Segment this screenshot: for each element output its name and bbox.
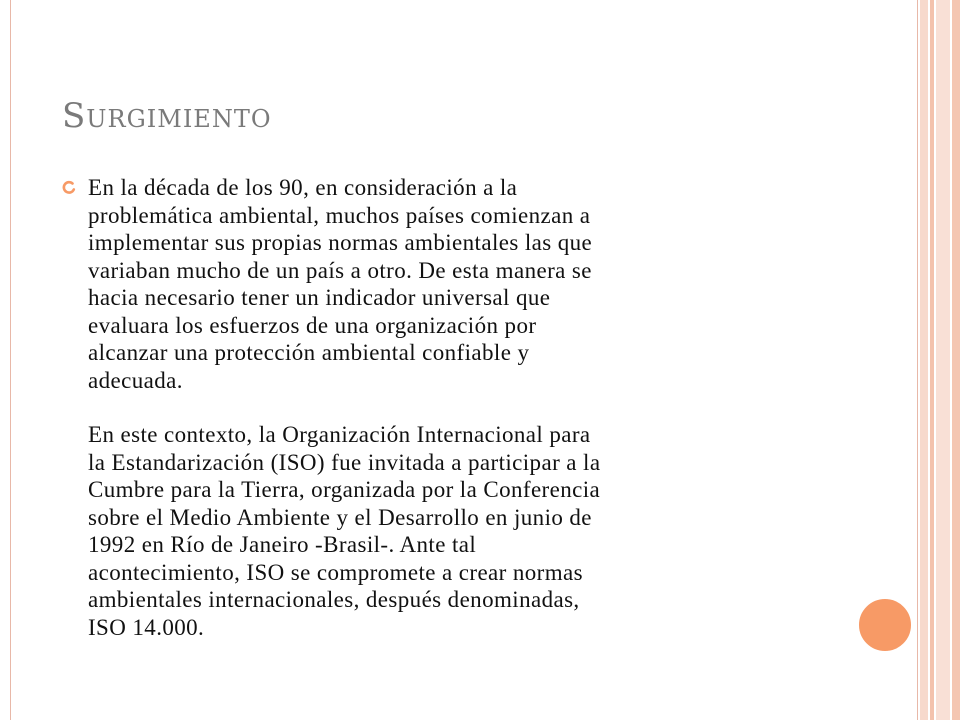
decorative-stripe	[952, 0, 960, 720]
paragraph-iso: En este contexto, la Organización Internacional para la Estandarización (ISO) fue invitada a participar a la Cumbre para la Tierra, organizada por la Conferencia sobre el Medio Ambiente y el Desarrollo en junio de 1992 en Río de Janeiro -Brasil-. Ante tal acontecimiento, ISO se compromete a crear normas ambientales internacionales, después denominadas, ISO 14.000.	[88, 422, 601, 640]
paragraph-context: En la década de los 90, en consideración a la problemática ambiental, muchos países comienzan a implementar sus propias normas ambientales las que variaban mucho de un país a otro. De esta manera se hacia necesario tener un indicador universal que evaluara los esfuerzos de una organización por alcanzar una protección ambiental confiable y adecuada.	[88, 175, 593, 393]
decorative-stripe	[930, 0, 934, 720]
accent-circle	[856, 596, 914, 654]
bullet-text	[88, 174, 838, 641]
orange-ring-bullet-icon	[62, 180, 76, 196]
decorative-stripe	[920, 0, 928, 720]
slide-title: Surgimiento	[62, 96, 272, 136]
decorative-stripe	[936, 0, 950, 720]
